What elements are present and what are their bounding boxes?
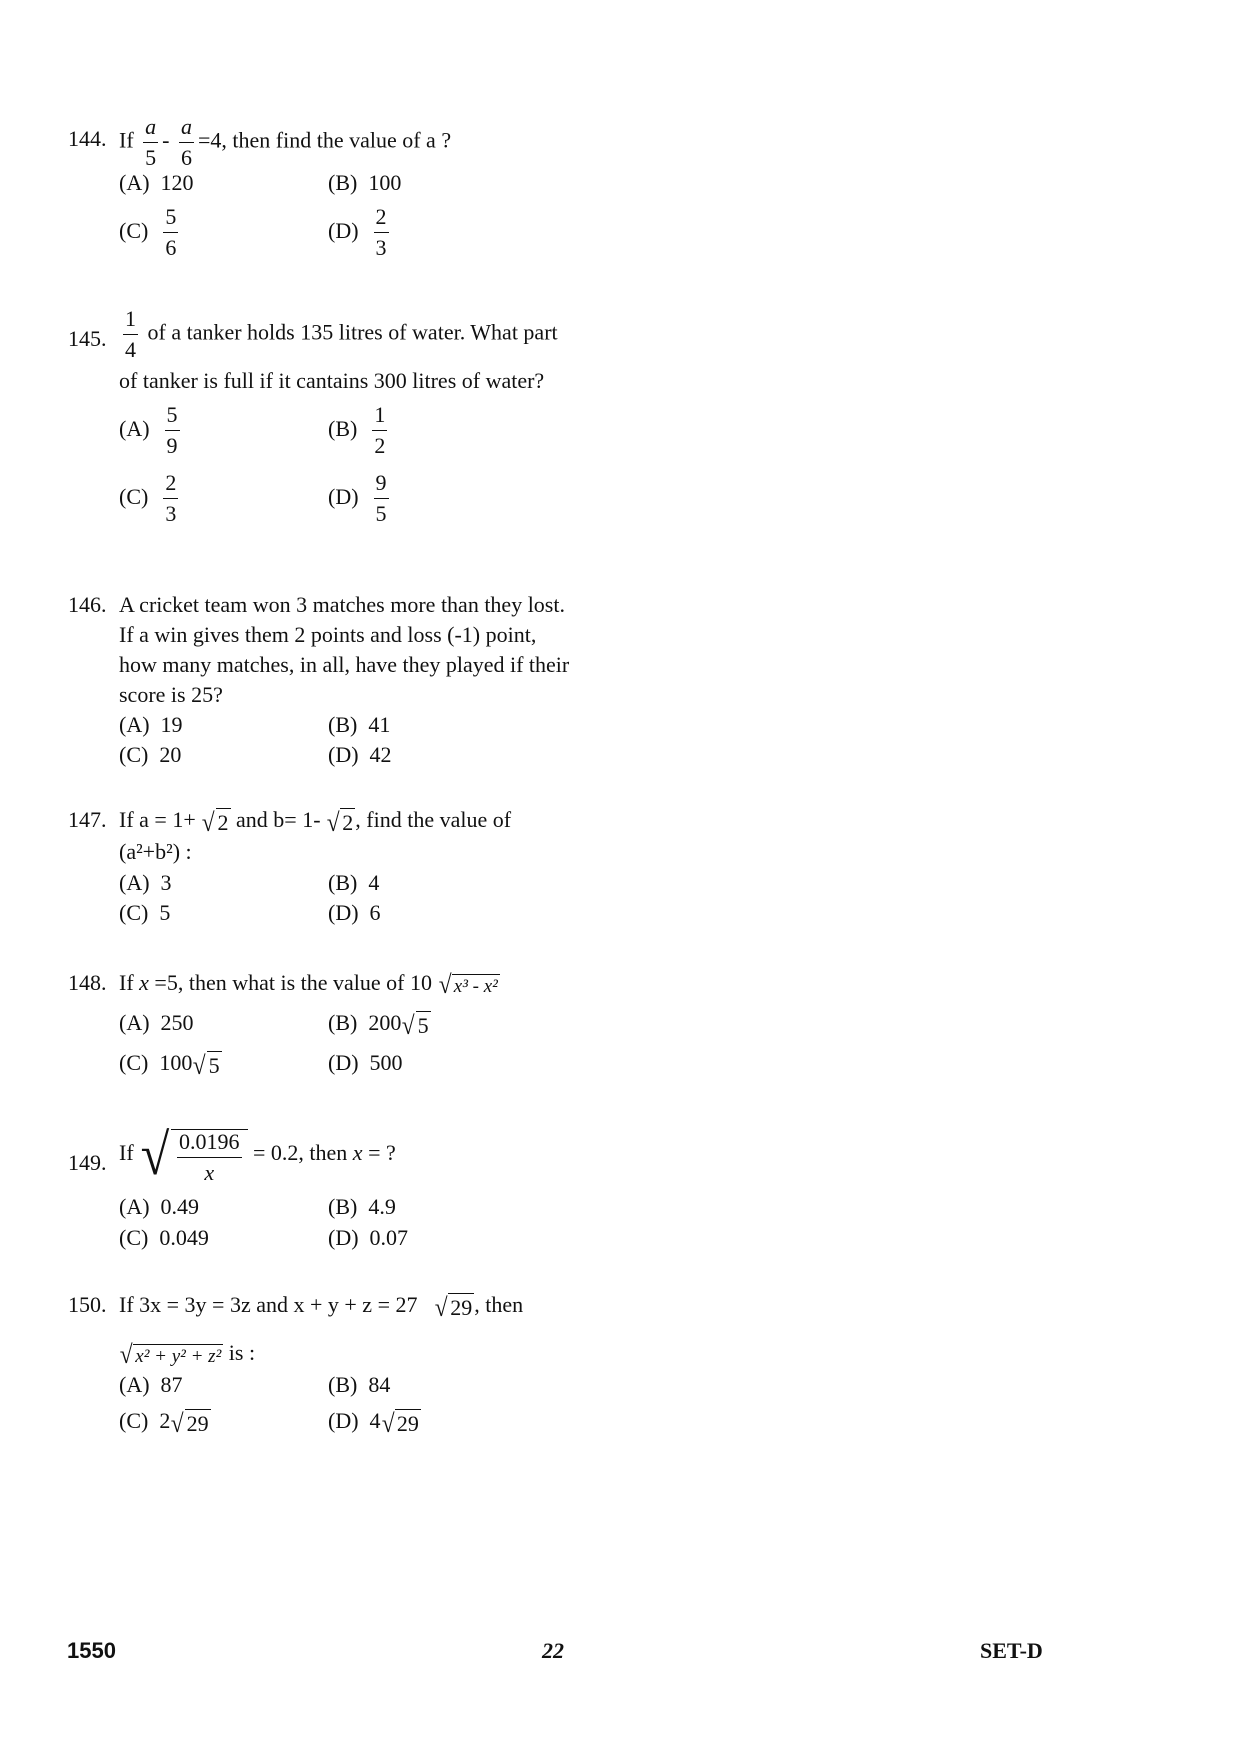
fraction: $\frac{a}{5}$ xyxy=(145,114,157,170)
square-root: √ x³ - x² xyxy=(438,969,498,999)
option-c[interactable]: (C) $\frac{5}{6}$ xyxy=(119,204,177,260)
option-c[interactable]: (C) 5 xyxy=(119,900,171,925)
question-number: 149. xyxy=(68,1150,107,1175)
option-a[interactable]: (A) 87 xyxy=(119,1372,183,1397)
option-d[interactable]: (D) 42 xyxy=(328,742,392,767)
option-b[interactable]: (B) $\frac{1}{2}$ xyxy=(328,402,386,458)
option-c[interactable]: (C) 0.049 xyxy=(119,1225,209,1250)
option-a[interactable]: (A) 250 xyxy=(119,1010,194,1035)
question-number: 146. xyxy=(68,592,107,617)
option-d[interactable]: (D) $\frac{9}{5}$ xyxy=(328,470,387,526)
option-b[interactable]: (B) 200 √ 5 xyxy=(328,1010,429,1040)
option-d[interactable]: (D) $\frac{2}{3}$ xyxy=(328,204,387,260)
paper-code: 1550 xyxy=(67,1638,116,1663)
option-d[interactable]: (D) 500 xyxy=(328,1050,403,1075)
option-a[interactable]: (A) 3 xyxy=(119,870,172,895)
fraction: $\frac{1}{4}$ xyxy=(125,306,136,362)
option-d[interactable]: (D) 4 √ 29 xyxy=(328,1408,419,1438)
option-d[interactable]: (D) 0.07 xyxy=(328,1225,409,1250)
option-c[interactable]: (C) $\frac{2}{3}$ xyxy=(119,470,177,526)
square-root: √ 2 xyxy=(326,807,354,837)
option-b[interactable]: (B) 100 xyxy=(328,170,402,195)
question-number: 144. xyxy=(68,126,107,151)
option-a[interactable]: (A) 120 xyxy=(119,170,194,195)
option-b[interactable]: (B) 4.9 xyxy=(328,1194,396,1219)
option-b[interactable]: (B) 4 xyxy=(328,870,380,895)
question-number: 148. xyxy=(68,970,107,995)
question-text: If $\frac{a}{5}$ - $\frac{a}{6}$ =4, then find the value of a ? xyxy=(119,114,452,170)
page-number: 22 xyxy=(542,1638,564,1663)
option-a[interactable]: (A) 0.49 xyxy=(119,1194,200,1219)
option-a[interactable]: (A) $\frac{5}{9}$ xyxy=(119,402,178,458)
question-number: 145. xyxy=(68,326,107,351)
square-root: √ 29 xyxy=(434,1292,473,1322)
option-c[interactable]: (C) 20 xyxy=(119,742,182,767)
fraction: $\frac{a}{6}$ xyxy=(180,114,192,170)
set-label: SET-D xyxy=(980,1638,1043,1663)
option-a[interactable]: (A) 19 xyxy=(119,712,183,737)
option-b[interactable]: (B) 41 xyxy=(328,712,391,737)
option-c[interactable]: (C) 2 √ 29 xyxy=(119,1408,209,1438)
question-text: $\frac{1}{4}$ of a tanker holds 135 litres of water. What part xyxy=(125,306,558,362)
option-c[interactable]: (C) 100 √ 5 xyxy=(119,1050,220,1080)
option-d[interactable]: (D) 6 xyxy=(328,900,381,925)
square-root: √ x² + y² + z² xyxy=(119,1339,222,1369)
square-root: √ $\frac{0.0196}{x}$ xyxy=(139,1126,247,1184)
question-number: 150. xyxy=(68,1292,107,1317)
question-number: 147. xyxy=(68,807,107,832)
square-root: √ 2 xyxy=(201,807,229,837)
option-b[interactable]: (B) 84 xyxy=(328,1372,391,1397)
